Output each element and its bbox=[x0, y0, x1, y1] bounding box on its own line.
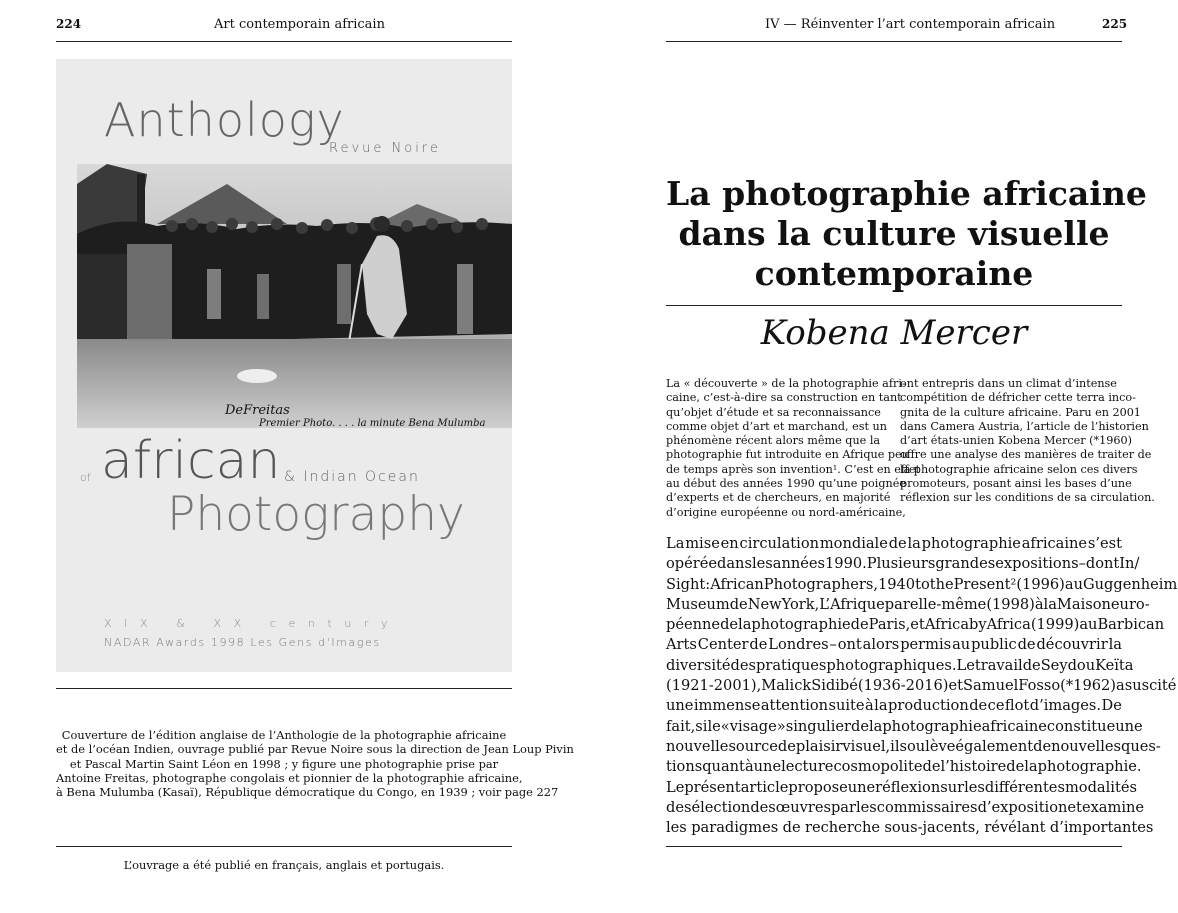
intro-line: photographie fut introduite en Afrique peu bbox=[666, 448, 909, 462]
photo-inscription-2: Premier Photo. . . . la minute Bena Mulumba bbox=[259, 418, 486, 428]
left-page-number: 224 bbox=[56, 17, 82, 31]
caption-line: Antoine Freitas, photographe congolais et pionnier de la photographie africaine, bbox=[56, 770, 523, 785]
intro-line: offre une analyse des manières de traiter de bbox=[900, 448, 1152, 462]
intro-line: promoteurs, posant ainsi les bases d’une bbox=[900, 477, 1132, 491]
body-line: tions quant à une lecture cosmopolite de l’histoire de la photographie. bbox=[666, 758, 1142, 776]
body-line: péenne de la photographie de Paris, et Africa by Africa (1999) au Barbican bbox=[666, 616, 1165, 634]
intro-line: dans Camera Austria, l’article de l’historien bbox=[900, 419, 1149, 433]
body-line: Le présent article propose une réflexion sur les différentes modalités bbox=[666, 778, 1137, 796]
title-line: contemporaine bbox=[754, 254, 1034, 293]
intro-column-left bbox=[666, 377, 920, 520]
publication-note: L’ouvrage a été publié en français, anglais et portugais. bbox=[123, 858, 445, 872]
cover-award: NADAR Awards 1998 Les Gens d'Images bbox=[104, 636, 381, 649]
body-line: fait, si le « visage » singulier de la photographie africaine constitue une bbox=[666, 717, 1143, 735]
title-rule bbox=[666, 305, 1122, 306]
intro-line: caine, c’est-à-dire sa construction en tant bbox=[666, 391, 902, 405]
caption-line: Couverture de l’édition anglaise de l’Anthologie de la photographie africaine bbox=[61, 728, 507, 742]
cover-caption bbox=[56, 728, 574, 800]
book-cover-image bbox=[56, 59, 512, 672]
intro-line: comme objet d’art et marchand, est un bbox=[666, 419, 887, 433]
cover-publisher: Revue Noire bbox=[329, 141, 441, 156]
body-line: (1921-2001), Malick Sidibé (1936-2016) et Samuel Fosso (*1962) a suscité bbox=[666, 677, 1177, 695]
article-body bbox=[666, 534, 1178, 838]
article-author: Kobena Mercer bbox=[760, 313, 1028, 353]
left-running-head: Art contemporain africain bbox=[214, 17, 385, 32]
body-line: Sight: African Photographers, 1940 to the Present² (1996) au Guggenheim bbox=[666, 575, 1178, 593]
left-header-rule bbox=[56, 41, 512, 42]
body-line: La mise en circulation mondiale de la photographie africaine s’est bbox=[666, 535, 1122, 552]
intro-line: gnita de la culture africaine. Paru en 2001 bbox=[900, 405, 1141, 419]
intro-line: d’origine européenne ou nord-américaine, bbox=[666, 505, 906, 519]
cover-century: XIX & XX century bbox=[104, 617, 401, 630]
intro-column-right bbox=[900, 377, 1155, 506]
title-line: La photographie africaine bbox=[666, 174, 1147, 213]
cover-title-photography: Photography bbox=[167, 487, 465, 542]
caption-line: et Pascal Martin Saint Léon en 1998 ; y figure une photographie prise par bbox=[69, 756, 499, 771]
intro-line: réflexion sur les conditions de sa circulation. bbox=[900, 491, 1155, 505]
intro-line: ont entrepris dans un climat d’intense bbox=[900, 377, 1117, 390]
cover-title-anthology: Anthology bbox=[104, 93, 345, 147]
intro-line: au début des années 1990 qu’une poignée bbox=[666, 477, 906, 491]
body-bottom-rule bbox=[666, 846, 1122, 847]
cover-indian-ocean: & Indian Ocean bbox=[284, 469, 420, 485]
right-running-head: IV — Réinventer l’art contemporain africain bbox=[765, 17, 1056, 32]
right-header-rule bbox=[666, 41, 1122, 42]
body-line: diversité des pratiques photographiques. Le travail de Seydou Keïta bbox=[666, 656, 1134, 674]
intro-line: La « découverte » de la photographie afri- bbox=[666, 377, 906, 390]
body-line: une immense attention suite à la production de ce flot d’images. De bbox=[666, 697, 1122, 715]
article-title bbox=[666, 174, 1147, 294]
intro-line: compétition de défricher cette terra inco- bbox=[900, 391, 1136, 405]
intro-line: phénomène récent alors même que la bbox=[666, 434, 881, 448]
body-line: nouvelle source de plaisir visuel, il soulève également de nouvelles ques- bbox=[666, 737, 1161, 755]
right-page-number: 225 bbox=[1102, 17, 1128, 31]
caption-line: à Bena Mulumba (Kasaï), République démocratique du Congo, en 1939 ; voir page 227 bbox=[56, 785, 559, 800]
intro-line: la photographie africaine selon ces divers bbox=[900, 462, 1138, 476]
intro-line: d’art états-unien Kobena Mercer (*1960) bbox=[900, 434, 1132, 448]
title-line: dans la culture visuelle bbox=[678, 214, 1110, 253]
caption-top-rule bbox=[56, 688, 512, 689]
intro-line: qu’objet d’étude et sa reconnaissance bbox=[666, 405, 881, 419]
body-line: Museum de New York, L’Afrique par elle-même (1998) à la Maison euro- bbox=[666, 595, 1150, 613]
body-line: opérée dans les années 1990. Plusieurs grandes expositions – dont In/ bbox=[666, 555, 1140, 573]
note-top-rule bbox=[56, 846, 512, 847]
cover-photograph bbox=[77, 164, 512, 428]
intro-line: d’experts et de chercheurs, en majorité bbox=[666, 491, 891, 505]
cover-of-word: of bbox=[80, 471, 91, 484]
photo-inscription-1: DeFreitas bbox=[225, 403, 290, 418]
body-line: les paradigmes de recherche sous-jacents, révélant d’importantes bbox=[666, 819, 1154, 837]
intro-line: de temps après son invention¹. C’est en effet bbox=[666, 462, 920, 476]
cover-title-african: african bbox=[101, 431, 281, 491]
body-line: de sélection des œuvres par les commissaires d’exposition et examine bbox=[666, 798, 1145, 816]
body-line: Arts Center de Londres – ont alors permis au public de découvrir la bbox=[666, 636, 1122, 654]
caption-line: et de l’océan Indien, ouvrage publié par Revue Noire sous la direction de Jean Loup Pivin bbox=[56, 742, 574, 757]
